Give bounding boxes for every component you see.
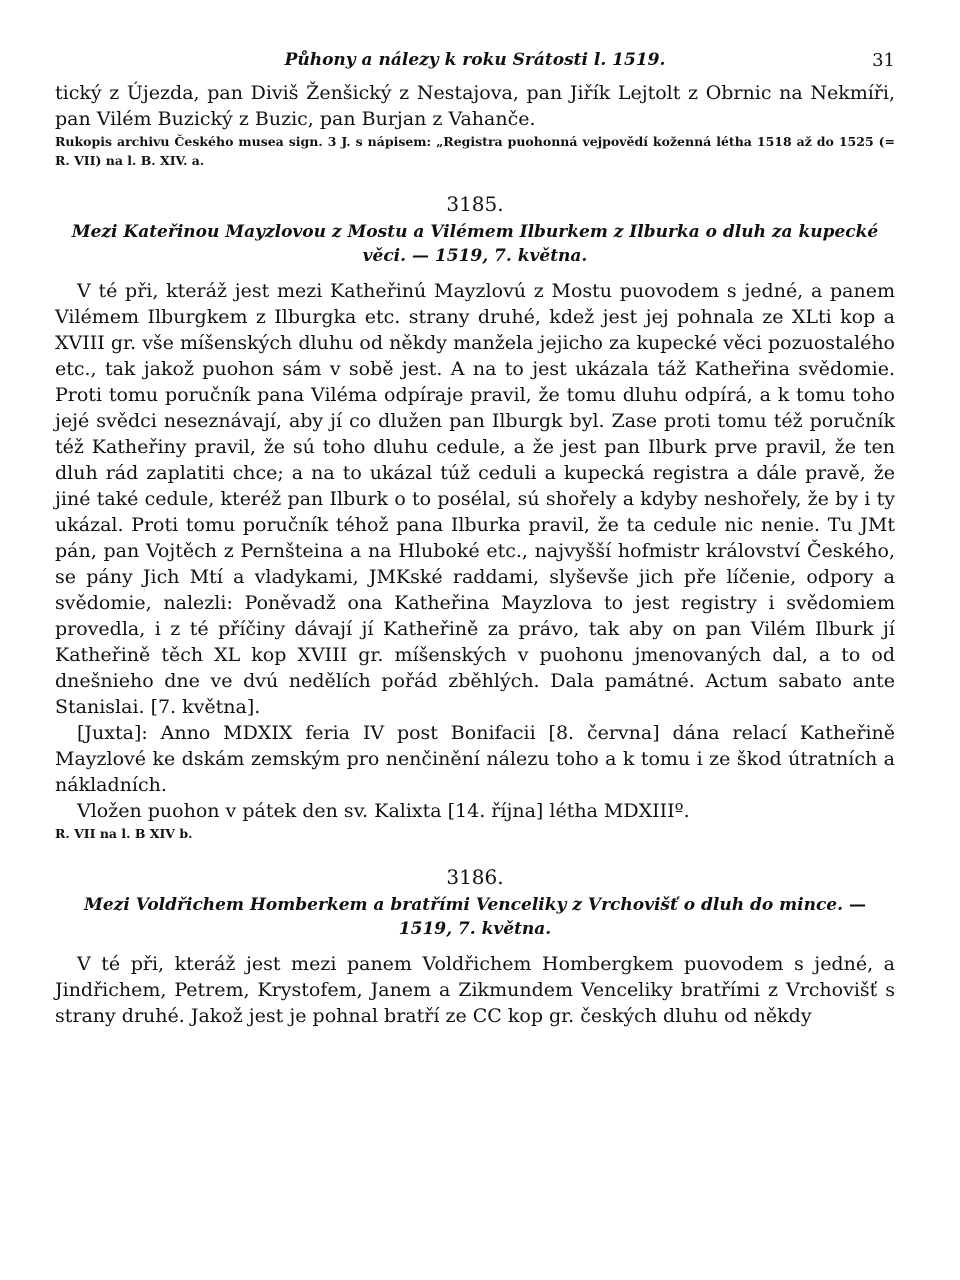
page-number: 31	[872, 50, 895, 71]
manuscript-note: Rukopis archivu Českého musea sign. 3 J. s nápisem: „Registra puohonná vejpovědí koženná létha 1518 až do 1525 (= R. VII) na l. B. XIV. a.	[55, 134, 895, 168]
intro-paragraph: tický z Újezda, pan Diviš Ženšický z Nestajova, pan Jiřík Lejtolt z Obrnic na Nekmíři, pan Vilém Buzický z Buzic, pan Burjan z Vahanče.	[55, 82, 895, 130]
entry-paragraph: V té při, kteráž jest mezi Katheřinú Mayzlovú z Mostu puovodem s jedné, a panem Vilémem Ilburgkem z Ilburgka etc. strany druhé, kdež jest jej pohnala ze XLti kop a XVIII gr. vše míšenských dluhu od někdy manžela jejicho za kupecké věci pozuostalého etc., tak jakož puohon sám v sobě jest. A na to jest ukázala táž Katheřina svědomie. Proti tomu poručník pana Viléma odpíraje pravil, že tomu dluhu odpírá, a k tomu toho jejé svědci neseznávají, aby jí co dlužen pan Ilburgk byl. Zase proti tomu též poručník též Katheřiny pravil, že sú toho dluhu cedule, a že jest pan Ilburk prve pravil, že ten dluh rád zaplatiti chce; a na to ukázal túž ceduli a kupecká registra a dále pravě, že jiné také cedule, kteréž pan Ilburk o to posélal, sú shořely a kdyby neshořely, že by i ty ukázal. Proti tomu poručník téhož pana Ilburka pravil, že ta cedule nic nenie. Tu JMt pán, pan Vojtěch z Pernšteina a na Hluboké etc., najvyšší hofmistr království Českého, se pány Jich Mtí a vladykami, JMKské raddami, slyševše jich pře líčenie, odpory a svědomie, nalezli: Poněvadž ona Katheřina Mayzlova to jest registry i svědomiem provedla, i z té příčiny dávají jí Katheřině za právo, tak aby on pan Vilém Ilburk jí Katheřině těch XL kop XVIII gr. míšenských v puohonu jmenovaných dal, a to od dnešnieho dne ve dvú nedělích pořád zběhlých. Dala památné. Actum sabato ante Stanislai. [7. května].	[55, 280, 895, 718]
entry-paragraph: Vložen puohon v pátek den sv. Kalixta [14. října] létha MDXIIIº.	[77, 800, 690, 822]
entry-3186	[55, 865, 895, 1029]
entry-paragraph: [Juxta]: Anno MDXIX feria IV post Bonifacii [8. června] dána relací Katheřině Mayzlové ke dskám zemským pro nenčinění nálezu toho a k tomu i ze škod útratních a nákladních.	[55, 722, 895, 796]
entry-number: 3185.	[446, 192, 504, 216]
entry-3185	[55, 192, 895, 843]
entry-paragraph: V té při, kteráž jest mezi panem Voldřichem Hombergkem puovodem s jedné, a Jindřichem, Petrem, Krystofem, Janem a Zikmundem Venceliky bratřími z Vrchovišť s strany druhé. Jakož jest je pohnal bratří ze CC kop gr. českých dluhu od někdy	[55, 953, 895, 1027]
page-header	[55, 48, 895, 80]
entry-number: 3186.	[446, 865, 504, 889]
entry-source: R. VII na l. B XIV b.	[55, 826, 193, 841]
document-page	[55, 48, 895, 1029]
running-title: Půhony a nálezy k roku Srátosti l. 1519.	[284, 50, 666, 70]
entry-title: Mezi Kateřinou Mayzlovou z Mostu a Vilémem Ilburkem z Ilburka o dluh za kupecké věci. — 1519, 7. května.	[71, 222, 879, 266]
entry-title: Mezi Voldřichem Homberkem a bratřími Venceliky z Vrchovišť o dluh do mince. — 1519, 7. května.	[84, 895, 866, 939]
